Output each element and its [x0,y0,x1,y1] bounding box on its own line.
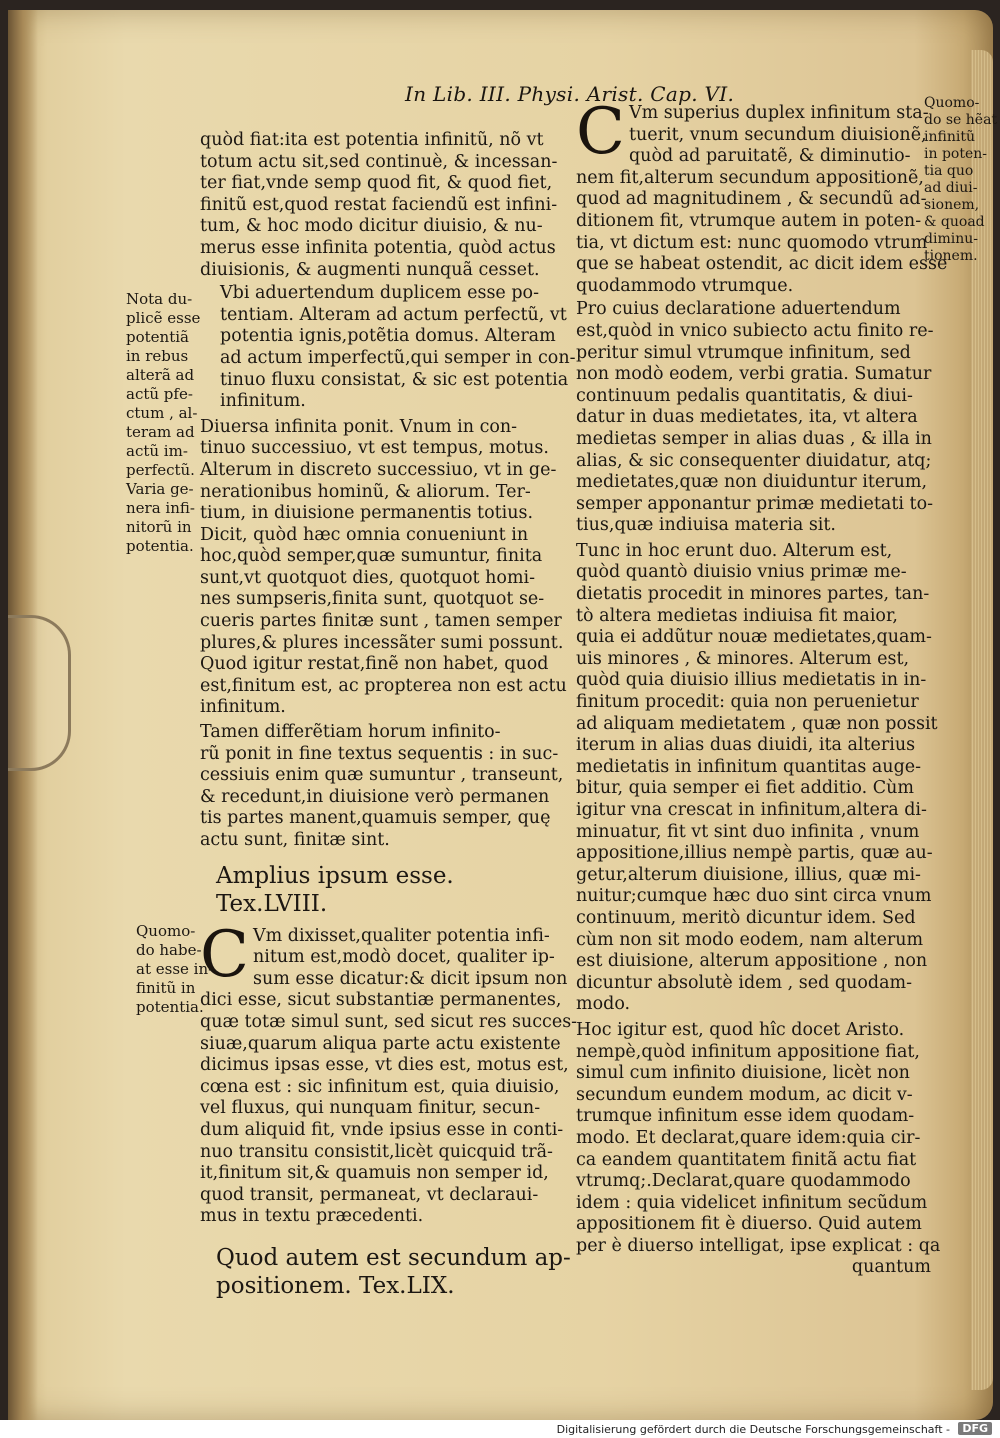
text-line: per è diuerso intelligat, ipse explicat : qa [576,1235,941,1256]
text-line: dicuntur absolutè idem , sed quodam- [576,972,913,993]
text-line: Dicit, quòd hæc omnia conueniunt in [200,524,529,545]
text-line: Nota du- [126,290,193,308]
left-para-2 [200,283,576,413]
text-line: potentia ignis,potẽtia domus. Alteram [220,326,556,347]
left-para-1 [200,130,565,281]
text-line: finitum procedit: quia non peruenietur [576,692,919,713]
text-line: actũ pfe- [126,385,193,403]
text-line: actu sunt, finitæ sint. [200,830,390,850]
text-line: tia quo [924,163,974,179]
text-line: minuatur, fit vt sint duo infinita , vnum [576,821,920,842]
text-line: do habe- [136,941,202,959]
text-line: tentiam. Alteram ad actum perfectũ, vt [220,304,567,325]
right-para-1 [576,95,948,297]
text-line: ter fiat,vnde semp quod fit, & quod fiet, [200,173,553,194]
text-line: infinitum. [200,697,286,718]
marginal-note-3 [924,95,997,265]
text-line: bitur, quia semper ei fiet additio. Cùm [576,778,914,799]
section-heading-lviii: Amplius ipsum esse. Tex.LVIII. [216,862,454,917]
text-line: merus esse infinita potentia, quòd actus [200,237,556,258]
text-line: finitũ est,quod restat faciendũ est infini- [200,194,558,215]
text-line: quod transit, permaneat, vt declaraui- [200,1184,539,1205]
text-line: est,finitum est, ac propterea non est actu [200,675,567,696]
text-line: in poten- [924,146,987,162]
text-line: appositione,illius nempè partis, quæ au- [576,843,933,864]
text-line: Vbi aduertendum duplicem esse po- [220,283,539,304]
text-line: ad actum imperfectũ,qui semper in con- [220,347,576,368]
text-line: potentia. [136,998,204,1016]
text-line: totum actu sit,sed continuè, & incessan- [200,151,558,172]
running-header: In Lib. III. Physi. Arist. Cap. VI. [405,82,735,106]
text-line: plicẽ esse [126,309,201,327]
left-para-5 [200,917,578,1228]
text-line: Pro cuius declaratione aduertendum [576,299,901,320]
text-line: actũ im- [126,442,188,460]
text-line: ca eandem quantitatem finitã actu fiat [576,1149,917,1170]
text-line: in rebus [126,347,189,365]
marginal-note-2 [136,922,213,1017]
text-line: cœna est : sic infinitum est, quia diuisio, [200,1076,560,1097]
marginal-note-1 [126,290,200,556]
text-line: vtrumq;.Declarat,quare quodammodo [576,1171,911,1192]
text-line: simul cum infinito diuisione, licèt non [576,1063,910,1084]
text-line: nitum est,modò docet, qualiter ip- [252,947,555,968]
text-line: plures,& plures incessãter sumi possunt. [200,632,564,653]
text-line: Vm dixisset,qualiter potentia infi- [252,925,550,946]
text-line: appositionem fit è diuerso. Quid autem [576,1214,922,1235]
text-line: cueris partes finitæ sunt , tamen semper [200,611,562,632]
dfg-logo: DFG [958,1422,992,1435]
text-line: nitorũ in [126,518,192,536]
text-line: nerationibus hominũ, & aliorum. Ter- [200,481,531,502]
text-line: dicimus ipsas esse, vt dies est, motus est, [200,1055,569,1076]
text-line: perfectũ. [126,461,195,479]
left-para-4 [200,722,565,852]
text-line: finitũ in [136,979,196,997]
text-line: medietatis in infinitum quantitas auge- [576,756,922,777]
text-line: secundum eundem modum, ac dicit v- [576,1084,913,1105]
right-para-1-lines [576,95,948,297]
text-line: cessiuis enim quæ sumuntur , transeunt, [200,765,564,786]
text-line: iterum in alias duas diuidi, ita alterius [576,735,916,756]
text-line: quod ad magnitudinem , & secundũ ad- [576,189,927,210]
text-line: teram ad [126,423,195,441]
text-line: Varia ge- [126,480,194,498]
text-line: & quoad [924,214,985,230]
text-line: dietatis procedit in minores partes, tan- [576,584,930,605]
left-column [200,130,578,1308]
footer-bar [0,1420,1000,1438]
text-line: trumque infinitum esse idem quodam- [576,1106,915,1127]
text-line: infinitũ [924,129,975,145]
text-line: quia ei addũtur nouæ medietates,quam- [576,627,932,648]
text-line: continuum, meritò dicuntur idem. Sed [576,907,916,928]
text-line: Diuersa infinita ponit. Vnum in con- [200,416,518,437]
text-line: sionem, [924,197,980,213]
text-line: Vm superius duplex infinitum sta- [628,103,929,123]
text-line: tinuo fluxu consistat, & sic est potentia [220,369,569,390]
text-line: cùm non sit modo eodem, nam alterum [576,929,924,950]
text-line: ad diui- [924,180,978,196]
text-line: alterã ad [126,366,195,384]
text-line: Alterum in discreto successiuo, vt in ge- [200,459,557,480]
text-line: nuitur;cumque hæc duo sint circa vnum [576,886,932,907]
text-line: nempè,quòd infinitum appositione fiat, [576,1041,920,1062]
text-line: continuum pedalis quantitatis, & diui- [576,385,913,406]
text-line: peritur simul vtrumque infinitum, sed [576,342,911,363]
text-line: est,quòd in vnico subiecto actu finito re- [576,320,934,341]
text-line: tinuo successiuo, vt est tempus, motus. [200,438,549,459]
text-line: ctum , al- [126,404,198,422]
text-line: getur,alterum diuisione, illius, quæ mi- [576,864,921,885]
text-line: it,finitum sit,& quamuis non semper id, [200,1163,549,1184]
text-line: medietas semper in alias duas , & illa in [576,428,932,449]
text-line: quòd quia diuisio illius medietatis in in- [576,670,927,691]
text-line: que se habeat ostendit, ac dicit idem esse [576,254,948,275]
right-para-2 [576,299,934,537]
text-line: tò altera medietas indiuisa fit maior, [576,605,898,626]
right-para-3 [576,540,938,1016]
text-line: tium, in diuisione permanentis totius. [200,503,534,524]
text-line: alias, & sic consequenter diuidatur, atq; [576,450,932,471]
right-column [576,95,948,1279]
text-line: at esse in- [136,960,214,978]
text-line: Quod igitur restat,finẽ non habet, quod [200,654,549,675]
text-line: hoc,quòd semper,quæ sumuntur, finita [200,546,543,567]
text-line: Tunc in hoc erunt duo. Alterum est, [576,540,893,561]
text-line: Quomo- [136,922,196,940]
text-line: modo. [576,994,631,1015]
text-line: quòd quantò diuisio vnius primæ me- [576,562,907,583]
catchword: quantum [851,1257,931,1278]
text-line: sum esse dicatur:& dicit ipsum non [252,968,568,989]
text-line: idem : quia videlicet infinitum secũdum [576,1192,928,1213]
text-line: & recedunt,in diuisione verò permanen [200,786,550,807]
text-line: Quod autem est secundum ap- [216,1244,571,1271]
text-line: tius,quæ indiuisa materia sit. [576,515,836,536]
text-line: tionem. [924,248,978,264]
text-line: datur in duas medietates, ita, vt altera [576,407,918,428]
text-line: ditionem fit, vtrumque autem in poten- [576,210,922,231]
text-line: do se hẽat [924,112,998,128]
text-line: diuisionis, & augmenti nunquã cesset. [200,259,540,280]
left-para-5-lines [200,917,578,1228]
text-line: rũ ponit in fine textus sequentis : in suc- [200,743,559,764]
drop-cap: C [576,95,625,169]
text-line: tuerit, vnum secundum diuisionẽ, [628,124,927,145]
text-line: tum, & hoc modo dicitur diuisio, & nu- [200,216,543,237]
text-line: non modò eodem, verbi gratia. Sumatur [576,364,932,385]
text-line: ad aliquam medietatem , quæ non possit [576,713,938,734]
text-line: medietates,quæ non diuiduntur iterum, [576,472,928,493]
text-line: uis minores , & minores. Alterum est, [576,648,910,669]
footer-credit: Digitalisierung gefördert durch die Deutsche Forschungsgemeinschaft - [556,1423,950,1436]
text-line: vel fluxus, qui nunquam finitur, secun- [200,1098,541,1119]
text-line: Quomo- [924,95,980,111]
drop-cap: C [200,917,249,992]
right-para-4 [576,1019,941,1258]
left-para-3 [200,417,565,719]
text-line: semper apponantur primæ medietati to- [576,493,934,514]
text-line: igitur vna crescat in infinitum,altera di- [576,800,927,820]
text-line: Tamen differẽtiam horum infinito- [200,722,501,743]
text-line: siuæ,quarum aliqua parte actu existente [200,1033,561,1054]
text-line: Hoc igitur est, quod hîc docet Aristo. [576,1019,905,1040]
text-line: quòd ad paruitatẽ, & diminutio- [628,146,911,167]
text-line: infinitum. [220,391,306,412]
text-line: nes sumpseris,finita sunt, quotquot se- [200,589,545,610]
page-clip [8,615,71,771]
text-line: tis partes manent,quamuis semper, quę [200,808,551,829]
text-line: positionem. Tex.LIX. [216,1272,455,1299]
text-line: nem fit,alterum secundum appositionẽ, [576,167,924,188]
text-line: modo. Et declarat,quare idem:quia cir- [576,1127,921,1148]
text-line: mus in textu præcedenti. [200,1206,424,1227]
text-line: potentia. [126,537,194,555]
text-line: quòd fiat:ita est potentia infinitũ, nõ vt [200,130,544,150]
section-heading-lix [216,1244,571,1300]
text-line: potentiã [126,328,189,346]
text-line: est diuisione, alterum appositione , non [576,951,928,972]
text-line: dici esse, sicut substantiæ permanentes, [200,990,562,1011]
text-line: nuo transitu consistit,licèt quicquid trã- [200,1141,553,1162]
text-line: quæ totæ simul sunt, sed sicut res succes- [200,1011,578,1032]
text-line: tia, vt dictum est: nunc quomodo vtrum [576,232,928,253]
text-line: dum aliquid fit, vnde ipsius esse in conti- [200,1119,564,1140]
text-line: nera infi- [126,499,195,517]
text-line: quodammodo vtrumque. [576,275,794,296]
text-line: diminu- [924,231,978,247]
text-line: sunt,vt quotquot dies, quotquot homi- [200,567,536,588]
